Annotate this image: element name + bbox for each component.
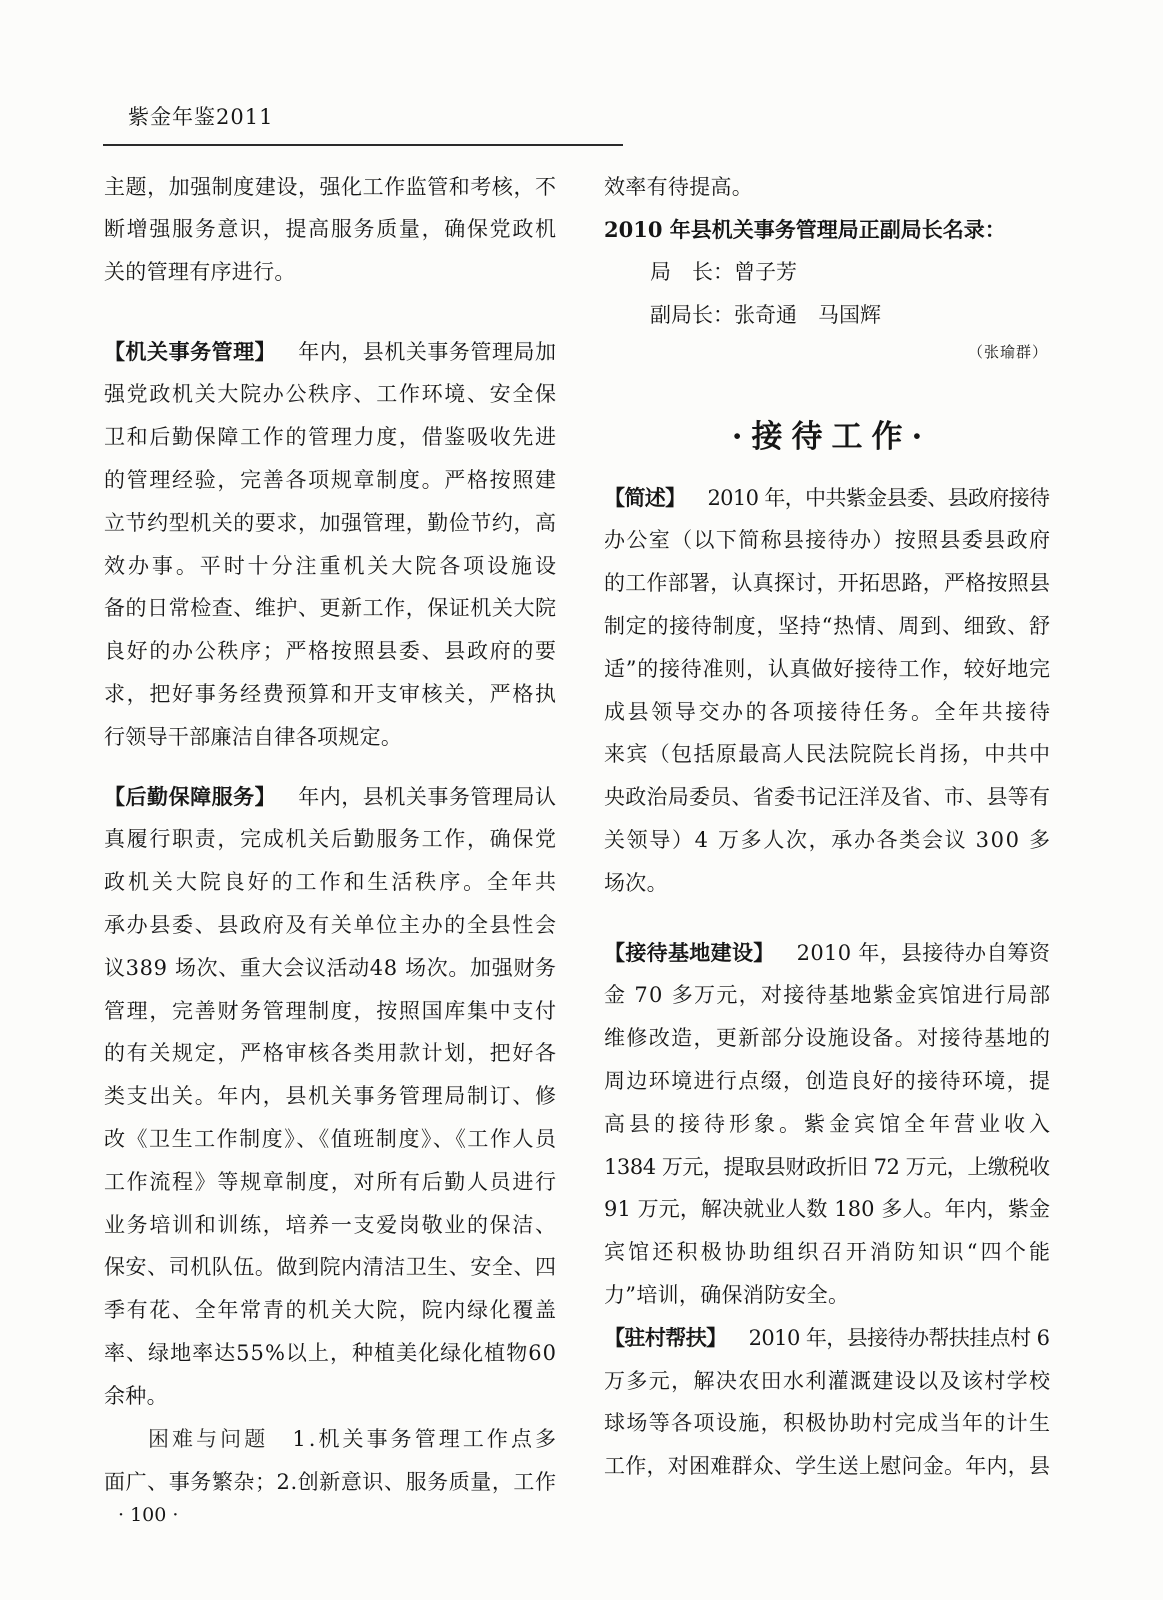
line-body: 场次。 <box>604 870 668 895</box>
line-text <box>604 1146 1050 1189</box>
line-body: 办公室（以下简称县接待办）按照县委县政府 <box>604 528 1052 553</box>
text-line <box>104 1204 556 1247</box>
line-text <box>104 904 558 947</box>
line-text <box>604 1017 1051 1060</box>
text-line <box>604 562 1050 605</box>
line-text <box>604 648 1051 691</box>
line-text <box>104 502 557 545</box>
line-body: 行领导干部廉洁自律各项规定。 <box>104 724 403 749</box>
line-body: 维修改造，更新部分设施设备。对接待基地的 <box>604 1026 1052 1051</box>
line-text <box>104 1161 558 1204</box>
text-line <box>104 459 556 502</box>
line-text <box>104 587 557 630</box>
line-text <box>604 605 1051 648</box>
line-body: 关的管理有序进行。 <box>104 260 296 285</box>
line-body: 2010 年，县接待办自筹资 <box>796 940 1051 965</box>
para-jiedai-jidi-jianshe <box>604 932 1054 1317</box>
line-body: 金 70 多万元，对接待基地紫金宾馆进行局部 <box>604 983 1052 1008</box>
line-body: 备的日常检查、维护、更新工作，保证机关大院 <box>104 596 557 621</box>
line-text <box>604 1274 849 1317</box>
line-body: 适”的接待准则，认真做好接待工作，较好地完 <box>604 656 1051 681</box>
text-line <box>604 648 1050 691</box>
text-line <box>104 251 556 294</box>
text-line <box>104 545 559 588</box>
line-body: 余种。 <box>104 1383 168 1408</box>
line-text <box>104 1075 558 1118</box>
line-body: 力”培训，确保消防安全。 <box>604 1282 850 1307</box>
line-text <box>104 166 557 209</box>
line-text <box>604 1360 1051 1403</box>
line-body: 主题，加强制度建设，强化工作监管和考核，不 <box>104 174 557 199</box>
line-text <box>604 733 1051 776</box>
text-line <box>104 373 556 416</box>
text-line <box>104 990 556 1033</box>
line-text <box>604 1317 1049 1360</box>
para-continuation-left <box>104 166 556 294</box>
line-body: 关领导）4 万多人次，承办各类会议 300 多 <box>604 827 1052 852</box>
para-jiguan-shiwu-guanli <box>104 331 559 759</box>
roster-heading: 2010 年县机关事务管理局正副局长名录： <box>604 216 1006 242</box>
text-line <box>604 1231 1054 1274</box>
text-line <box>604 1188 1050 1231</box>
line-text <box>104 1118 558 1161</box>
line-text <box>604 1402 1051 1445</box>
line-text <box>604 477 1049 520</box>
line-text <box>604 1060 1051 1103</box>
line-body: 91 万元，解决就业人数 180 多人。年内，紫金 <box>604 1197 1051 1222</box>
line-body: 年内，县机关事务管理局认 <box>298 784 557 809</box>
text-line <box>604 862 1050 905</box>
text-line <box>604 1317 1050 1360</box>
line-text <box>104 1461 557 1504</box>
line-body: 制定的接待制度，坚持“热情、周到、细致、舒 <box>604 613 1051 638</box>
line-body: 改《卫生工作制度》、《值班制度》、《工作人员 <box>104 1126 558 1151</box>
line-text <box>148 1418 559 1461</box>
text-line <box>104 1246 556 1289</box>
text-line <box>604 605 1050 648</box>
line-text <box>604 776 1050 819</box>
text-line <box>104 416 556 459</box>
text-line <box>104 1375 556 1418</box>
line-text <box>104 1246 557 1289</box>
leader-roster <box>604 209 1050 337</box>
line-text <box>604 1445 1050 1488</box>
line-text <box>104 1375 168 1418</box>
line-body: 2010 年，县接待办帮扶挂点村 6 <box>748 1325 1050 1350</box>
running-title: 紫金年鉴2011 <box>128 105 274 129</box>
roster-deputy: 副局长：张奇通 马国辉 <box>650 303 881 328</box>
line-body: 高县的接待形象。紫金宾馆全年营业收入 <box>604 1111 1054 1136</box>
text-line <box>104 776 556 819</box>
line-text <box>104 861 559 904</box>
para-jianshu <box>604 477 1053 905</box>
line-body: 断增强服务意识，提高服务质量，确保党政机 <box>104 217 558 242</box>
line-text <box>604 819 1052 862</box>
line-body: 议389 场次、重大会议活动48 场次。加强财务 <box>104 955 557 980</box>
text-line <box>604 166 1050 209</box>
line-text <box>604 1188 1050 1231</box>
text-line <box>604 932 1050 975</box>
line-body: 良好的办公秩序；严格按照县委、县政府的要 <box>104 639 558 664</box>
line-text <box>604 562 1050 605</box>
line-text <box>104 630 558 673</box>
line-text <box>104 459 558 502</box>
section-title: ·接待工作· <box>731 419 932 455</box>
line-body: 1.机关事务管理工作点多 <box>292 1427 560 1451</box>
text-line <box>604 1017 1050 1060</box>
text-line <box>104 818 556 861</box>
line-body: 立节约型机关的要求，加强管理，勤俭节约，高 <box>104 510 557 535</box>
line-text <box>104 947 557 990</box>
text-line <box>604 733 1050 776</box>
text-line <box>604 819 1050 862</box>
line-body: 工作，对困难群众、学生送上慰问金。年内，县 <box>604 1454 1051 1479</box>
line-text <box>104 1204 558 1247</box>
text-line <box>604 1060 1050 1103</box>
line-text <box>104 673 558 716</box>
line-text <box>604 1103 1054 1146</box>
text-line <box>104 947 556 990</box>
line-body: 成县领导交办的各项接待任务。全年共接待 <box>604 699 1053 724</box>
text-line <box>104 1418 560 1461</box>
text-line <box>604 1360 1050 1403</box>
line-body: 工作流程》等规章制度，对所有后勤人员进行 <box>104 1169 558 1194</box>
line-body: 球场等各项设施，积极协助村完成当年的计生 <box>604 1411 1052 1436</box>
line-text <box>104 776 557 819</box>
text-line <box>104 1032 556 1075</box>
author-byline: （张瑜群） <box>967 343 1048 361</box>
line-body: 保安、司机队伍。做到院内清洁卫生、安全、四 <box>104 1255 557 1280</box>
line-text <box>604 691 1053 734</box>
line-body: 卫和后勤保障工作的管理力度，借鉴吸收先进 <box>104 425 558 450</box>
text-line <box>104 1289 556 1332</box>
text-line <box>604 1146 1050 1189</box>
line-body: 的有关规定，严格审核各类用款计划，把好各 <box>104 1041 558 1066</box>
text-line <box>104 166 556 209</box>
line-body: 2010 年，中共紫金县委、县政府接待 <box>707 485 1050 510</box>
line-text <box>104 1289 558 1332</box>
line-text <box>104 373 558 416</box>
header-rule <box>103 144 623 146</box>
line-body: 管理，完善财务管理制度，按照国库集中支付 <box>104 998 558 1023</box>
line-text <box>104 990 558 1033</box>
section-lead: 【接待基地建设】 <box>604 939 775 965</box>
text-line <box>604 1103 1054 1146</box>
line-text <box>104 251 296 294</box>
line-text <box>104 716 402 759</box>
line-body: 求，把好事务经费预算和开支审核关，严格执 <box>104 681 558 706</box>
line-text <box>604 974 1051 1017</box>
line-body: 效办事。平时十分注重机关大院各项设施设 <box>104 553 559 578</box>
line-text <box>104 208 558 251</box>
line-body: 的管理经验，完善各项规章制度。严格按照建 <box>104 467 558 492</box>
section-lead: 困难与问题 <box>148 1427 269 1451</box>
para-continuation-right <box>604 166 1050 209</box>
text-line <box>604 519 1050 562</box>
line-body: 效率有待提高。 <box>604 174 754 199</box>
line-body: 央政治局委员、省委书记汪洋及省、市、县等有 <box>604 785 1051 810</box>
line-body: 周边环境进行点缀，创造良好的接待环境，提 <box>604 1068 1052 1093</box>
line-body: 年内，县机关事务管理局加 <box>298 339 557 364</box>
line-body: 承办县委、县政府及有关单位主办的全县性会 <box>104 912 558 937</box>
text-line <box>104 587 556 630</box>
section-lead: 【后勤保障服务】 <box>104 783 277 809</box>
line-text <box>104 545 559 588</box>
section-lead: 【驻村帮扶】 <box>604 1324 727 1350</box>
line-body: 万多元，解决农田水利灌溉建设以及该村学校 <box>604 1368 1052 1393</box>
line-text <box>104 416 558 459</box>
text-line <box>104 1118 556 1161</box>
text-line <box>104 1075 556 1118</box>
line-body: 类支出关。年内，县机关事务管理局制订、修 <box>104 1084 558 1109</box>
page-number: · 100 · <box>118 1504 179 1526</box>
line-text <box>604 932 1050 975</box>
text-line <box>104 904 556 947</box>
text-line <box>104 673 556 716</box>
line-text <box>604 862 668 905</box>
line-text <box>104 1332 557 1375</box>
line-body: 1384 万元，提取县财政折旧 72 万元，上缴税收 <box>604 1154 1050 1179</box>
line-body: 强党政机关大院办公秩序、工作环境、安全保 <box>104 382 558 407</box>
text-line <box>604 776 1050 819</box>
line-text <box>604 166 753 209</box>
text-line <box>104 716 556 759</box>
line-body: 来宾（包括原最高人民法院院长肖扬，中共中 <box>604 742 1052 767</box>
para-kunnan-yu-wenti <box>104 1418 560 1504</box>
section-lead: 【简述】 <box>604 484 686 510</box>
text-line <box>104 630 556 673</box>
text-line <box>104 1161 556 1204</box>
line-body: 的工作部署，认真探讨，开拓思路，严格按照县 <box>604 571 1051 596</box>
section-lead: 【机关事务管理】 <box>104 338 277 364</box>
text-line <box>604 1445 1050 1488</box>
text-line <box>104 502 556 545</box>
line-text <box>604 519 1051 562</box>
line-body: 政机关大院良好的工作和生活秩序。全年共 <box>104 870 559 895</box>
text-line <box>104 331 556 374</box>
text-line <box>104 1332 556 1375</box>
line-body: 业务培训和训练，培养一支爱岗敬业的保洁、 <box>104 1212 558 1237</box>
text-line <box>604 477 1050 520</box>
line-body: 面广、事务繁杂；2.创新意识、服务质量，工作 <box>104 1469 557 1494</box>
text-line <box>604 1402 1050 1445</box>
line-text <box>104 818 558 861</box>
line-body: 率、绿地率达55%以上，种植美化绿化植物60 <box>104 1340 558 1365</box>
line-text <box>104 1032 558 1075</box>
para-zhucun-bangfu <box>604 1317 1050 1488</box>
line-body: 宾馆还积极协助组织召开消防知识“四个能 <box>604 1240 1054 1265</box>
text-line <box>104 861 559 904</box>
text-line <box>604 1274 1050 1317</box>
text-line <box>104 208 556 251</box>
line-body: 季有花、全年常青的机关大院，院内绿化覆盖 <box>104 1298 558 1323</box>
para-houqin-baozhang-fuwu <box>104 776 559 1418</box>
line-text <box>104 331 557 374</box>
text-line <box>604 691 1053 734</box>
text-line <box>604 974 1050 1017</box>
line-body: 真履行职责，完成机关后勤服务工作，确保党 <box>104 827 558 852</box>
roster-director: 局 长：曾子芳 <box>650 260 797 285</box>
line-text <box>604 1231 1053 1274</box>
text-line <box>104 1461 556 1504</box>
